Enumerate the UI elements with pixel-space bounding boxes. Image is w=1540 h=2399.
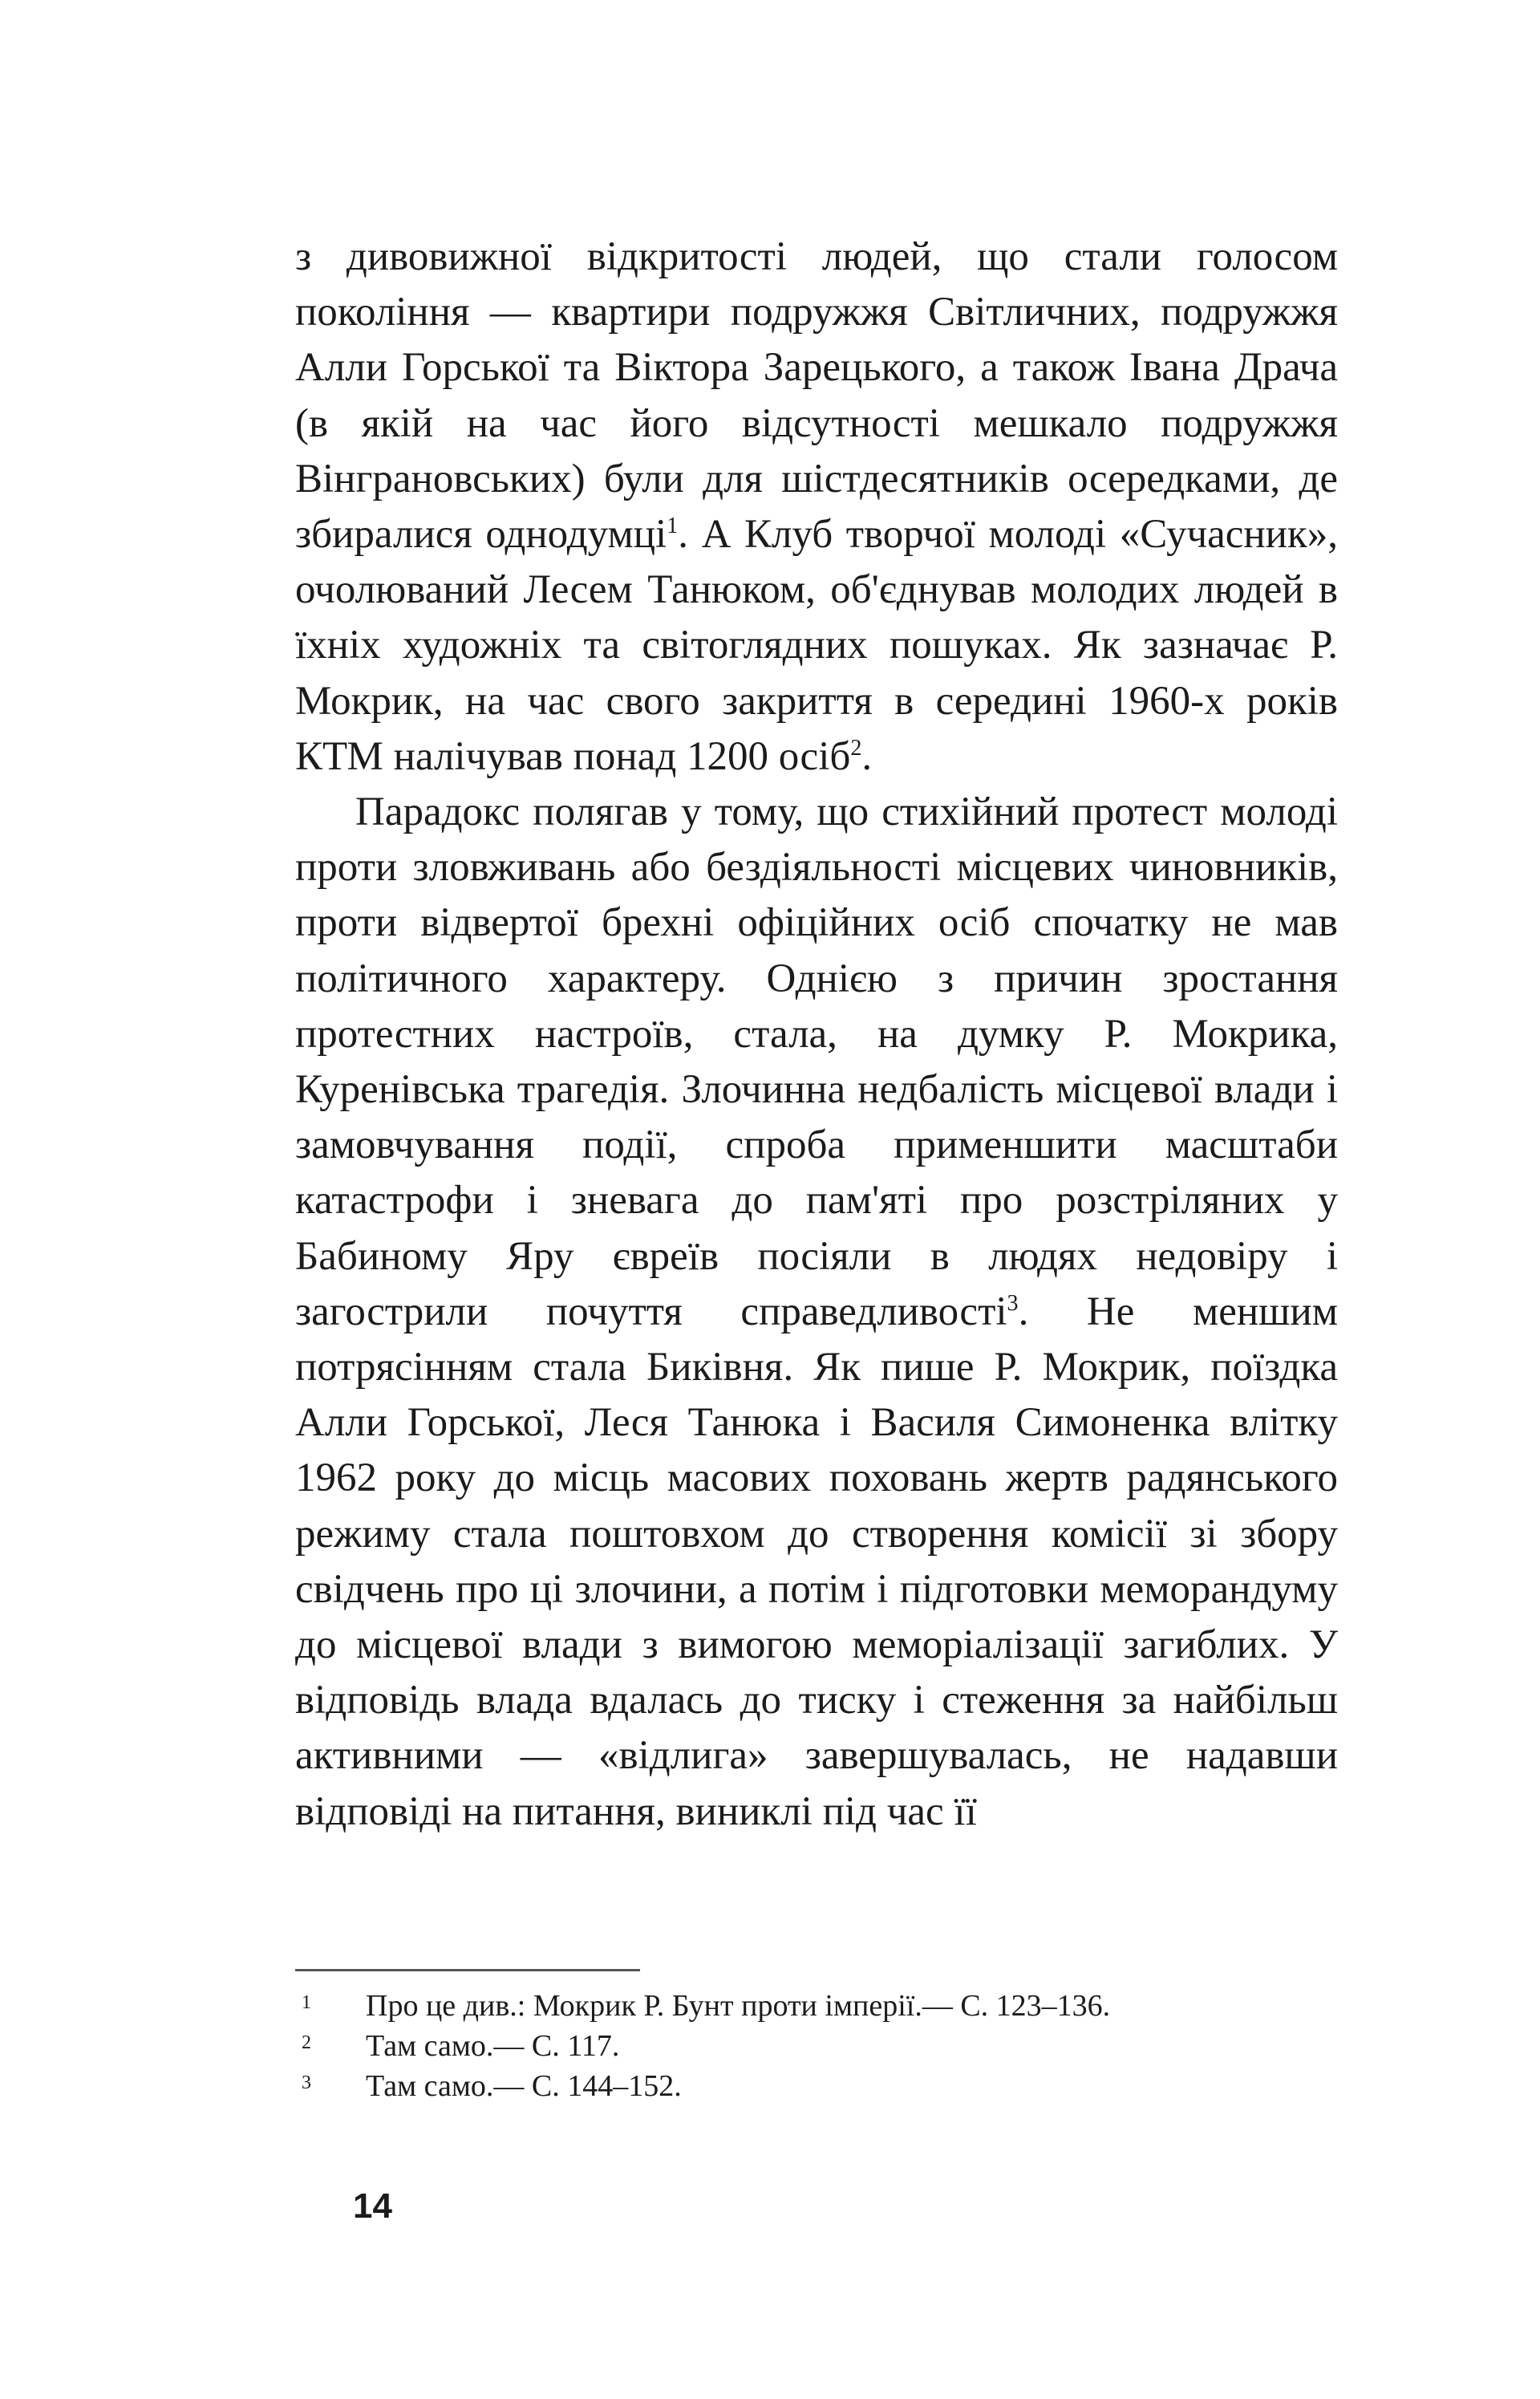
footnote-ref-1: 1: [667, 513, 679, 539]
footnote-1: [295, 1986, 1338, 2026]
footnote-3: [295, 2066, 1338, 2106]
main-text: [295, 229, 1338, 1840]
page-number: 14: [353, 2186, 392, 2226]
footnote-ref-3: 3: [1007, 1290, 1019, 1316]
footnote-number: 3: [302, 2072, 311, 2093]
footnote-text: Там само.— С. 144–152.: [366, 2069, 682, 2103]
footnote-ref-2: 2: [850, 735, 862, 761]
footnote-number: 2: [302, 2032, 311, 2053]
footnote-text: Там само.— С. 117.: [366, 2029, 620, 2063]
footnote-number: 1: [302, 1992, 311, 2013]
footnote-text: Про це див.: Мокрик Р. Бунт проти імперії.— С. 123–136.: [366, 1989, 1111, 2023]
paragraph-1: з дивовижної відкритості людей, що стали голосом покоління — квартири подружжя Світличних, подружжя Алли Горської та Віктора Зарецького, а також Івана Драча (в якій на час його відсутності мешкало подружжя Вінграновських) були для шістдесятників осередками, де збиралися однодумці$^1$. А Клуб творчої молоді «Сучасник», очолюваний Лесем Танюком, об'єднував молодих людей в їхніх художніх та світоглядних пошуках. Як зазначає Р. Мокрик, на час свого закриття в середині 1960-х років КТМ налічував понад 1200 осіб$^2$.: [295, 234, 1338, 779]
footnote-2: [295, 2026, 1338, 2066]
footnotes: [295, 1986, 1338, 2106]
footnote-divider: [295, 1969, 640, 1971]
paragraph-2: Парадокс полягав у тому, що стихійний протест молоді проти зловживань або бездіяльності місцевих чиновників, проти відвертої брехні офіційних осіб спочатку не мав політичного характеру. Однією з причин зростання протестних настроїв, стала, на думку Р. Мокрика, Куренівська трагедія. Злочинна недбалість місцевої влади і замовчування події, спроба применшити масштаби катастрофи і зневага до пам'яті про розстріляних у Бабиному Яру євреїв посіяли в людях недовіру і загострили почуття справедливості$^3$. Не меншим потрясінням стала Биківня. Як пише Р. Мокрик, поїздка Алли Горської, Леся Танюка і Василя Симоненка влітку 1962 року до місць масових поховань жертв радянського режиму стала поштовхом до створення комісії зі збору свідчень про ці злочини, а потім і підготовки меморандуму до місцевої влади з вимогою меморіалізації загиблих. У відповідь влада вдалась до тиску і стеження за найбільш активними — «відлига» завершувалась, не надавши відповіді на питання, виниклі під час її: [295, 790, 1338, 1834]
